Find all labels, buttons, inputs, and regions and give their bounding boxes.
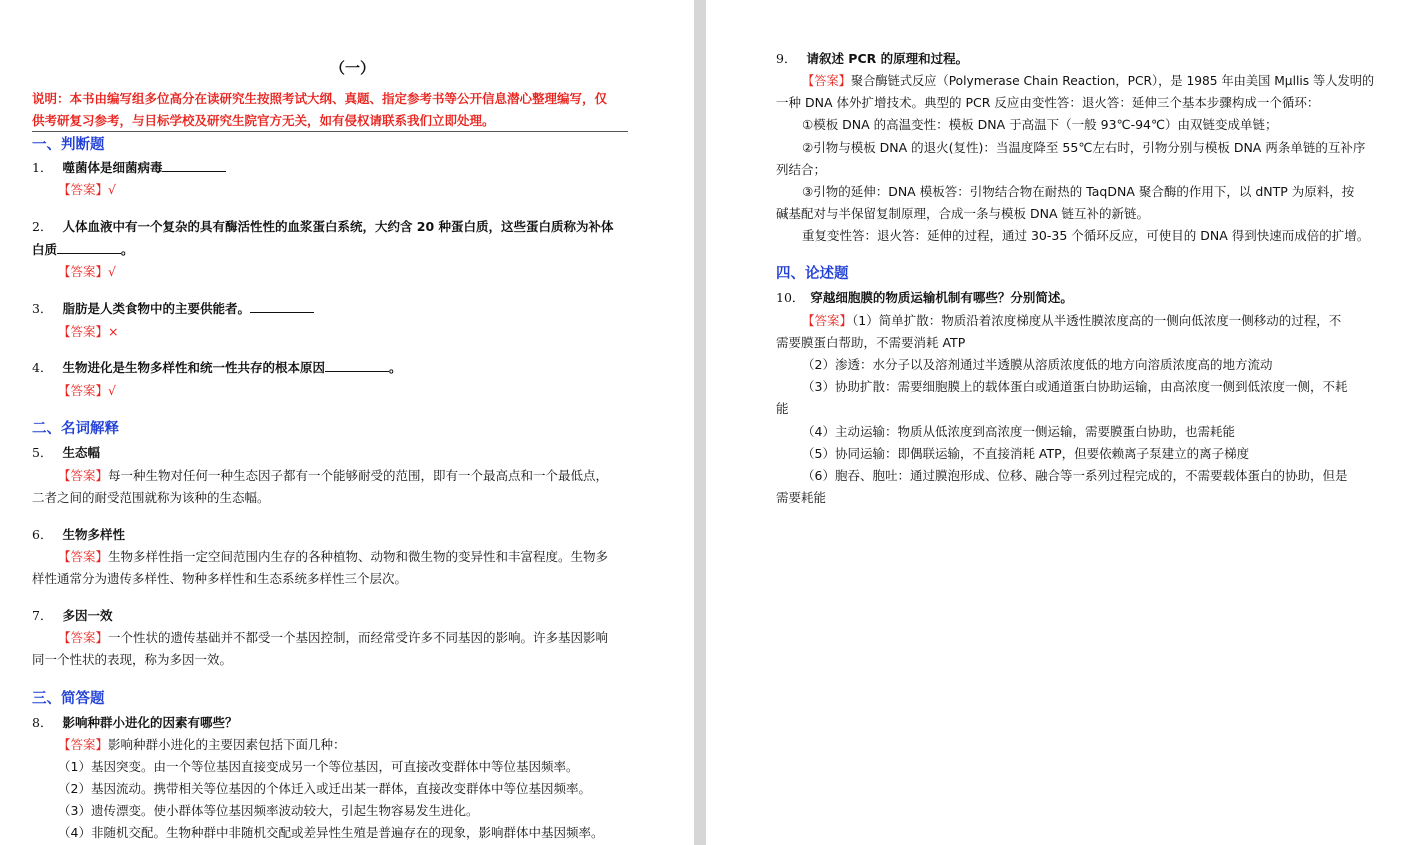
question-number: 5． — [32, 445, 53, 460]
answer-text: 每一种生物对任何一种生态因子都有一个能够耐受的范围，即有一个最高点和一个最低点， — [108, 468, 609, 483]
answer-blank — [57, 243, 121, 254]
question-text: 噬菌体是细菌病毒 — [62, 160, 163, 175]
answer-blank — [250, 302, 314, 313]
question-1 — [32, 160, 226, 176]
question-text: 人体血液中有一个复杂的具有酶活性性的血浆蛋白系统，大约含 20 种蛋白质，这些蛋白质称为补体 — [62, 219, 614, 234]
question-text: 穿越细胞膜的物质运输机制有哪些？分别简述。 — [810, 290, 1073, 305]
answer-8-item-2: （2）基因流动。携带相关等位基因的个体迁入或迁出某一群体，直接改变群体中等位基因频率。 — [58, 781, 591, 796]
answer-5-line-1 — [58, 468, 608, 484]
answer-label: 【答案】 — [58, 630, 109, 645]
question-2-line-2 — [32, 242, 134, 258]
answer-10-line-4: （3）协助扩散：需要细胞膜上的载体蛋白或通道蛋白协助运输，由高浓度一侧到低浓度一侧，不耗 — [802, 379, 1348, 394]
question-4 — [32, 360, 401, 376]
question-number: 3． — [32, 301, 53, 316]
question-text-end: 。 — [388, 360, 402, 375]
answer-4: 【答案】√ — [58, 383, 116, 398]
question-8 — [32, 715, 237, 731]
question-number: 10． — [776, 290, 805, 305]
answer-10-line-5: 能 — [776, 401, 789, 416]
section-heading-short-answer: 三、简答题 — [32, 691, 105, 707]
disclaimer-line-1: 说明：本书由编写组多位高分在读研究生按照考试大纲、真题、指定参考书等公开信息潜心整理编写，仅 — [32, 91, 608, 106]
answer-9-line-5: 列结合； — [776, 162, 827, 177]
answer-9-line-4: ②引物与模板 DNA 的退火(复性)：当温度降至 55℃左右时，引物分别与模板 DNA 两条单链的互补序 — [802, 140, 1366, 155]
section-heading-essay: 四、论述题 — [776, 266, 849, 282]
answer-8-item-3: （3）遗传漂变。使小群体等位基因频率波动较大，引起生物容易发生进化。 — [58, 803, 479, 818]
question-text: 生物进化是生物多样性和统一性共存的根本原因 — [62, 360, 325, 375]
answer-label: 【答案】 — [802, 313, 853, 328]
question-text: 多因一效 — [62, 608, 113, 623]
question-text-end: 。 — [121, 242, 134, 257]
answer-label: 【答案】 — [58, 737, 109, 752]
question-9 — [776, 51, 968, 67]
page-title: （一） — [330, 59, 376, 77]
question-number: 7． — [32, 608, 53, 623]
answer-blank — [325, 361, 389, 372]
answer-10-line-2: 需要膜蛋白帮助，不需要消耗 ATP — [776, 335, 966, 350]
answer-label: 【答案】 — [58, 468, 109, 483]
question-6 — [32, 527, 125, 543]
answer-8-intro — [58, 737, 346, 753]
divider — [32, 131, 628, 132]
answer-10-line-9: 需要耗能 — [776, 490, 827, 505]
question-text: 白质 — [32, 242, 58, 257]
answer-text: （1）简单扩散：物质沿着浓度梯度从半透性膜浓度高的一侧向低浓度一侧移动的过程，不 — [852, 313, 1342, 328]
answer-label: 【答案】 — [802, 73, 851, 88]
question-number: 1． — [32, 160, 53, 175]
question-text: 影响种群小进化的因素有哪些？ — [62, 715, 238, 730]
answer-6-line-1 — [58, 549, 608, 565]
question-2-line-1 — [32, 219, 614, 235]
question-number: 9． — [776, 51, 797, 66]
answer-10-line-1 — [802, 313, 1341, 329]
answer-text: 影响种群小进化的主要因素包括下面几种： — [108, 737, 346, 752]
answer-text: 一个性状的遗传基础并不都受一个基因控制，而经常受许多不同基因的影响。许多基因影响 — [108, 630, 609, 645]
question-text: 脂肪是人类食物中的主要供能者。 — [62, 301, 250, 316]
question-text: 生态幅 — [62, 445, 100, 460]
question-text: 生物多样性 — [62, 527, 125, 542]
answer-9-line-7: 碱基配对与半保留复制原理，合成一条与模板 DNA 链互补的新链。 — [776, 206, 1149, 221]
question-number: 6． — [32, 527, 53, 542]
answer-label: 【答案】 — [58, 549, 109, 564]
answer-10-line-7: （5）协同运输：即偶联运输，不直接消耗 ATP，但要依赖离子泵建立的离子梯度 — [802, 446, 1250, 461]
answer-9-line-1 — [802, 73, 1374, 89]
question-5 — [32, 445, 100, 461]
answer-8-item-1: （1）基因突变。由一个等位基因直接变成另一个等位基因，可直接改变群体中等位基因频率。 — [58, 759, 579, 774]
section-heading-terms: 二、名词解释 — [32, 421, 119, 437]
answer-10-line-6: （4）主动运输：物质从低浓度到高浓度一侧运输，需要膜蛋白协助，也需耗能 — [802, 424, 1235, 439]
page-gap — [694, 0, 706, 845]
answer-2: 【答案】√ — [58, 264, 116, 279]
disclaimer-line-2: 供考研复习参考，与目标学校及研究生院官方无关，如有侵权请联系我们立即处理。 — [32, 113, 495, 128]
answer-7-line-2: 同一个性状的表现，称为多因一效。 — [32, 652, 233, 667]
answer-10-line-8: （6）胞吞、胞吐：通过膜泡形成、位移、融合等一系列过程完成的，不需要载体蛋白的协助，但是 — [802, 468, 1348, 483]
answer-9-line-6: ③引物的延伸：DNA 模板答：引物结合物在耐热的 TaqDNA 聚合酶的作用下，以 dNTP 为原料，按 — [802, 184, 1355, 199]
answer-blank — [162, 161, 226, 172]
answer-9-line-3: ①模板 DNA 的高温变性：模板 DNA 于高温下（一般 93℃-94℃）由双链变成单链； — [802, 117, 1278, 132]
question-text: 请叙述 PCR 的原理和过程。 — [806, 51, 969, 66]
document-page-right — [706, 0, 1404, 845]
answer-9-line-2: 一种 DNA 体外扩增技术。典型的 PCR 反应由变性答：退火答：延伸三个基本步骤构成一个循环： — [776, 95, 1320, 110]
question-number: 4． — [32, 360, 53, 375]
answer-1: 【答案】√ — [58, 182, 116, 197]
answer-text: 生物多样性指一定空间范围内生存的各种植物、动物和微生物的变异性和丰富程度。生物多 — [108, 549, 609, 564]
answer-7-line-1 — [58, 630, 608, 646]
answer-9-line-8: 重复变性答：退火答：延伸的过程，通过 30-35 个循环反应，可使目的 DNA 得到快速而成倍的扩增。 — [802, 228, 1370, 243]
section-heading-judgment: 一、判断题 — [32, 137, 105, 153]
answer-3: 【答案】× — [58, 324, 119, 339]
question-number: 8． — [32, 715, 53, 730]
answer-10-line-3: （2）渗透：水分子以及溶剂通过半透膜从溶质浓度低的地方向溶质浓度高的地方流动 — [802, 357, 1273, 372]
answer-6-line-2: 样性通常分为遗传多样性、物种多样性和生态系统多样性三个层次。 — [32, 571, 408, 586]
question-7 — [32, 608, 112, 624]
document-page-left — [0, 0, 694, 845]
answer-5-line-2: 二者之间的耐受范围就称为该种的生态幅。 — [32, 490, 270, 505]
question-3 — [32, 301, 314, 317]
question-10 — [776, 290, 1073, 306]
answer-text: 聚合酶链式反应（Polymerase Chain Reaction，PCR），是 1985 年由美国 Mμllis 等人发明的 — [850, 73, 1375, 88]
answer-8-item-4: （4）非随机交配。生物种群中非随机交配或差异性生殖是普遍存在的现象，影响群体中基因频率。 — [58, 825, 604, 840]
question-number: 2． — [32, 219, 53, 234]
